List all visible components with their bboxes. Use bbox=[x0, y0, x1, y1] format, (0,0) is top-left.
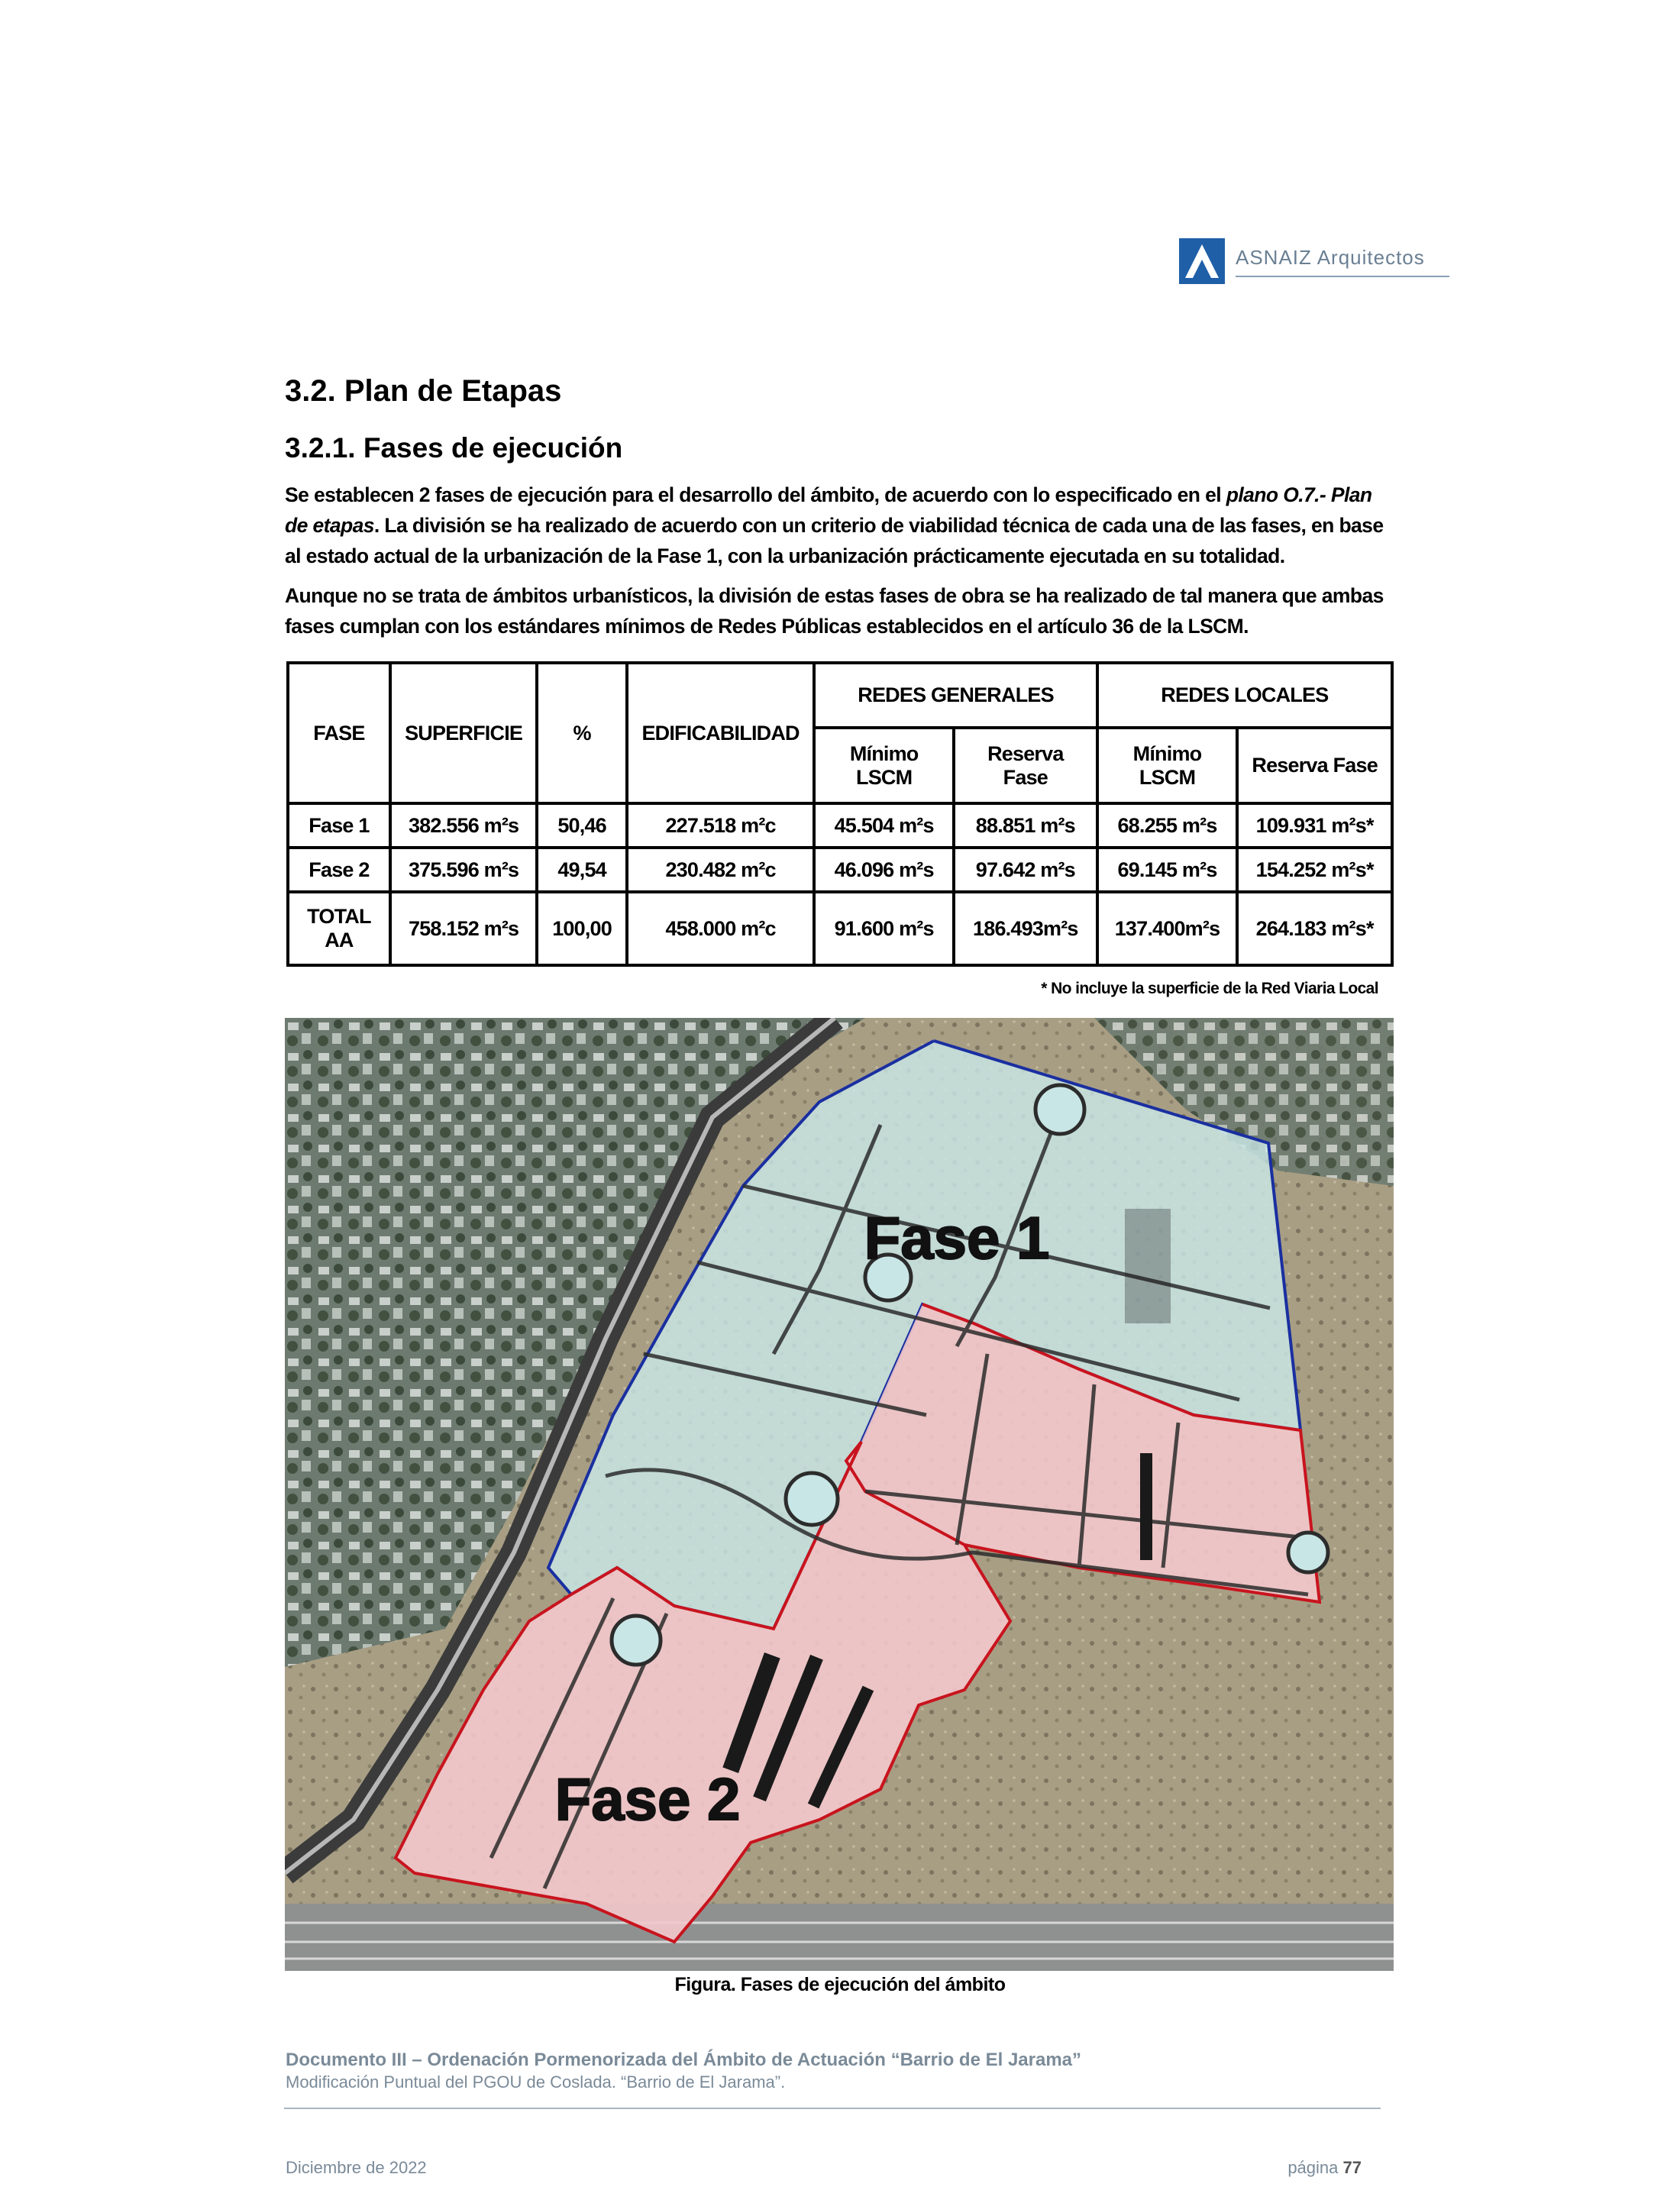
header-rg-minimo: Mínimo LSCM bbox=[814, 728, 954, 803]
header-edificabilidad: EDIFICABILIDAD bbox=[627, 663, 815, 803]
table-row-total bbox=[288, 892, 1392, 965]
cell-edificabilidad: 230.482 m²c bbox=[627, 848, 815, 892]
cell-superficie: 758.152 m²s bbox=[390, 892, 538, 965]
cell-edificabilidad: 227.518 m²c bbox=[627, 803, 815, 848]
cell-rl-minimo: 69.145 m²s bbox=[1097, 848, 1238, 892]
header-rg-reserva: Reserva Fase bbox=[954, 728, 1097, 803]
header-rl-reserva: Reserva Fase bbox=[1237, 728, 1392, 803]
triangle-a-icon bbox=[1179, 238, 1225, 284]
cell-rg-minimo: 91.600 m²s bbox=[814, 892, 954, 965]
footer-divider bbox=[284, 2108, 1381, 2109]
figure-caption: Figura. Fases de ejecución del ámbito bbox=[674, 1974, 1006, 1995]
cell-rl-minimo: 68.255 m²s bbox=[1097, 803, 1238, 848]
page-label: página bbox=[1287, 2158, 1339, 2177]
header-fase: FASE bbox=[288, 663, 390, 803]
cell-percent: 100,00 bbox=[537, 892, 627, 965]
table-row bbox=[288, 803, 1392, 848]
cell-percent: 49,54 bbox=[537, 848, 627, 892]
header-percent: % bbox=[537, 663, 627, 803]
logo-text: ASNAIZ Arquitectos bbox=[1236, 246, 1449, 277]
cell-rg-reserva: 186.493m²s bbox=[954, 892, 1097, 965]
map-highway bbox=[285, 1904, 1394, 1971]
map-label-fase2: Fase 2 bbox=[554, 1765, 741, 1833]
cell-fase: TOTAL AA bbox=[288, 892, 390, 965]
cell-rl-reserva: 154.252 m²s* bbox=[1237, 848, 1392, 892]
page-num: 77 bbox=[1342, 2158, 1362, 2177]
paragraph-1-c: . La división se ha realizado de acuerdo con un criterio de viabilidad técnica de cada una de las fases, en base al estado actual de la urbanización de la Fase 1, con la urbanización prácticamente ejecutada en su totalidad. bbox=[285, 514, 1384, 567]
cell-superficie: 382.556 m²s bbox=[390, 803, 538, 848]
header-redes-locales: REDES LOCALES bbox=[1097, 663, 1392, 728]
header-redes-generales: REDES GENERALES bbox=[814, 663, 1097, 728]
cell-percent: 50,46 bbox=[537, 803, 627, 848]
phases-table bbox=[286, 661, 1394, 967]
plan-reference: plano O.7.- Plan de etapas bbox=[285, 483, 1372, 537]
cell-rg-reserva: 88.851 m²s bbox=[954, 803, 1097, 848]
cell-rg-minimo: 45.504 m²s bbox=[814, 803, 954, 848]
cell-rl-reserva: 264.183 m²s* bbox=[1237, 892, 1392, 965]
table-row bbox=[288, 848, 1392, 892]
header-rl-minimo: Mínimo LSCM bbox=[1097, 728, 1238, 803]
section-title: 3.2. Plan de Etapas bbox=[285, 374, 562, 408]
paragraph-1-a: Se establecen 2 fases de ejecución para el desarrollo del ámbito, de acuerdo con lo especificado en el bbox=[285, 483, 1226, 506]
cell-superficie: 375.596 m²s bbox=[390, 848, 538, 892]
cell-rg-reserva: 97.642 m²s bbox=[954, 848, 1097, 892]
cell-fase: Fase 1 bbox=[288, 803, 390, 848]
section-subtitle: 3.2.1. Fases de ejecución bbox=[285, 432, 623, 464]
header-superficie: SUPERFICIE bbox=[390, 663, 538, 803]
cell-rg-minimo: 46.096 m²s bbox=[814, 848, 954, 892]
cell-rl-minimo: 137.400m²s bbox=[1097, 892, 1238, 965]
paragraph-2: Aunque no se trata de ámbitos urbanísticos, la división de estas fases de obra se ha realizado de tal manera que ambas fases cumplan con los estándares mínimos de Redes Públicas establecidos en el artículo 36 de la LSCM. bbox=[285, 584, 1384, 638]
page-number bbox=[1287, 2158, 1362, 2178]
paragraph-1 bbox=[285, 480, 1388, 571]
company-logo bbox=[1179, 238, 1449, 284]
cell-fase: Fase 2 bbox=[288, 848, 390, 892]
footer-doc-title: Documento III – Ordenación Pormenorizada del Ámbito de Actuación “Barrio de El Jarama” bbox=[286, 2050, 1082, 2070]
map-label-fase1: Fase 1 bbox=[864, 1204, 1050, 1271]
table-footnote: * No incluye la superficie de la Red Viaria Local bbox=[1041, 980, 1378, 997]
phases-map bbox=[285, 1018, 1394, 1971]
footer-date: Diciembre de 2022 bbox=[286, 2158, 427, 2177]
footer-doc-subtitle: Modificación Puntual del PGOU de Coslada. “Barrio de El Jarama”. bbox=[286, 2072, 786, 2092]
cell-rl-reserva: 109.931 m²s* bbox=[1237, 803, 1392, 848]
cell-edificabilidad: 458.000 m²c bbox=[627, 892, 815, 965]
